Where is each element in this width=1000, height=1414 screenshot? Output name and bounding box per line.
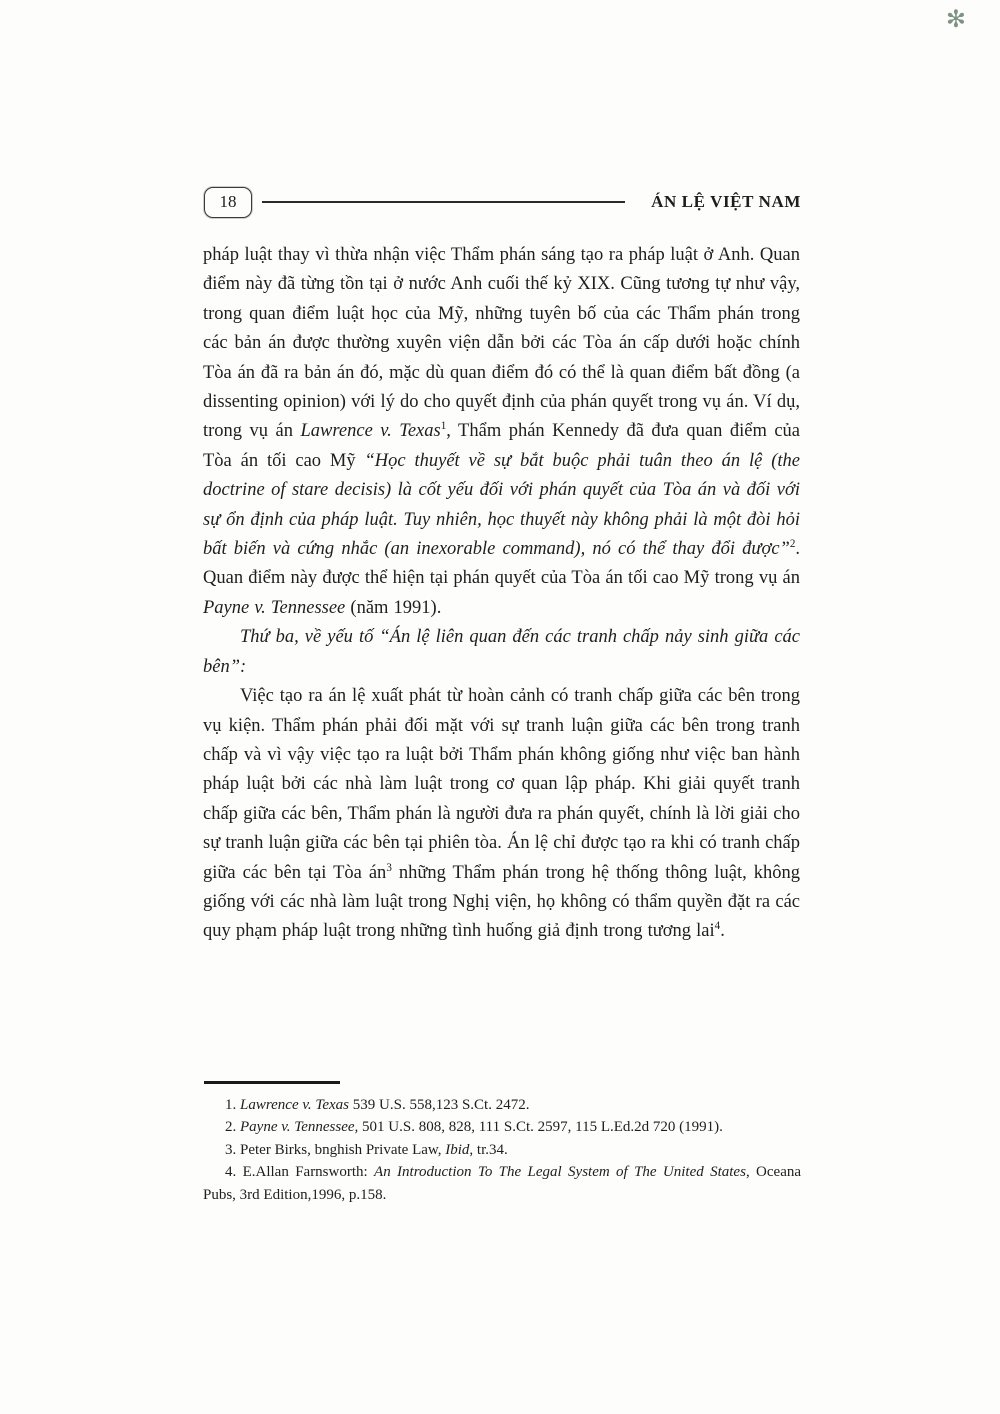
text-segment: (năm 1991). bbox=[345, 597, 442, 618]
footnote-separator bbox=[204, 1081, 340, 1084]
text-segment: 539 U.S. 558,123 S.Ct. 2472. bbox=[349, 1097, 530, 1113]
text-segment: 3. Peter Birks, bnghish Private Law, bbox=[225, 1141, 446, 1158]
flower-ornament-icon: ✻ bbox=[945, 7, 966, 33]
text-segment: Payne v. Tennessee, bbox=[240, 1119, 359, 1136]
text-segment: Lawrence v. Texas bbox=[240, 1097, 350, 1113]
page-number-box bbox=[204, 187, 252, 218]
text-segment: , tr.34. bbox=[469, 1141, 508, 1158]
text-segment: 4. E.Allan Farnsworth: bbox=[225, 1164, 375, 1181]
footnote-item bbox=[203, 1139, 801, 1161]
text-segment: Payne v. Tennessee bbox=[203, 597, 346, 618]
footnote-item bbox=[203, 1161, 801, 1206]
text-segment: , Oceana Pubs, 3rd Edition,1996, p.158. bbox=[203, 1164, 802, 1203]
running-head-title: ÁN LỆ VIỆT NAM bbox=[651, 192, 801, 211]
text-segment: . bbox=[720, 921, 725, 942]
footnote-reference: 3 bbox=[386, 861, 392, 874]
text-segment: Thứ ba, về yếu tố “Án lệ liên quan đến các tranh chấp nảy sinh giữa các bên”: bbox=[203, 627, 800, 677]
text-segment: , Thẩm phán Kennedy đã đưa quan điểm của Tòa án tối cao Mỹ bbox=[203, 421, 801, 471]
paragraph bbox=[203, 241, 800, 623]
text-segment: Việc tạo ra án lệ xuất phát từ hoàn cảnh có tranh chấp giữa các bên trong vụ kiện. Thẩm phán phải đối mặt với sự tranh luận giữa các bên trong tranh chấp và vì vậy việc tạo ra luật bởi Thẩm phán không giống như việc ban hành pháp luật bởi các nhà làm luật trong cơ quan lập pháp. Khi giải quyết tranh chấp giữa các bên, Thẩm phán là người đưa ra phán quyết, chính là lời giải cho sự tranh luận giữa các bên tại phiên tòa. Án lệ chỉ được tạo ra khi có tranh chấp giữa các bên tại Tòa án bbox=[203, 686, 800, 883]
text-segment: 1. bbox=[225, 1097, 240, 1113]
footnote-reference: 1 bbox=[440, 420, 447, 433]
text-segment: “Học thuyết về sự bắt buộc phải tuân theo án lệ (the doctrine of stare decisis) là cốt yếu đối với phán quyết của Tòa án và đối với sự ổn định của pháp luật. Tuy nhiên, học thuyết này không phải là một đòi hỏi bất biến và cứng nhắc (an inexorable command), nó có thể thay đổi được” bbox=[203, 450, 800, 560]
paragraph bbox=[203, 623, 800, 682]
text-segment: pháp luật thay vì thừa nhận việc Thẩm phán sáng tạo ra pháp luật ở Anh. Quan điểm này đã từng tồn tại ở nước Anh cuối thế kỷ XIX. Cũng tương tự như vậy, trong quan điểm luật học của Mỹ, những tuyên bố của các Thẩm phán trong các bản án được thường xuyên viện dẫn bởi các Tòa án cấp dưới hoặc chính Tòa án đã ra bản án đó, mặc dù quan điểm đó có thể là quan điểm bất đồng (a dissenting opinion) với lý do cho quyết định của phán quyết trong vụ án. Ví dụ, trong vụ án bbox=[203, 245, 800, 442]
text-segment: Lawrence v. Texas bbox=[300, 421, 441, 442]
footnote-item bbox=[203, 1094, 801, 1116]
text-segment: những Thẩm phán trong hệ thống thông luật, không giống với các nhà làm luật trong Nghị viện, họ không có thẩm quyền đặt ra các quy phạm pháp luật trong những tình huống giả định trong tương lai bbox=[203, 862, 800, 942]
text-segment: 501 U.S. 808, 828, 111 S.Ct. 2597, 115 L.Ed.2d 720 (1991). bbox=[358, 1119, 723, 1136]
footnote-reference: 4 bbox=[714, 920, 721, 933]
text-segment: An Introduction To The Legal System of The United States bbox=[374, 1164, 746, 1181]
header-rule bbox=[262, 201, 625, 203]
page-number: 18 bbox=[219, 192, 237, 211]
footnote-reference: 2 bbox=[789, 537, 796, 550]
page-header bbox=[204, 186, 801, 218]
text-segment: Ibid bbox=[445, 1141, 470, 1158]
body-text bbox=[203, 241, 800, 947]
text-segment: 2. bbox=[225, 1119, 240, 1136]
paragraph bbox=[203, 682, 800, 947]
text-segment: . Quan điểm này được thể hiện tại phán quyết của Tòa án tối cao Mỹ trong vụ án bbox=[203, 539, 800, 589]
footnotes bbox=[203, 1094, 801, 1206]
footnote-item bbox=[203, 1116, 801, 1138]
